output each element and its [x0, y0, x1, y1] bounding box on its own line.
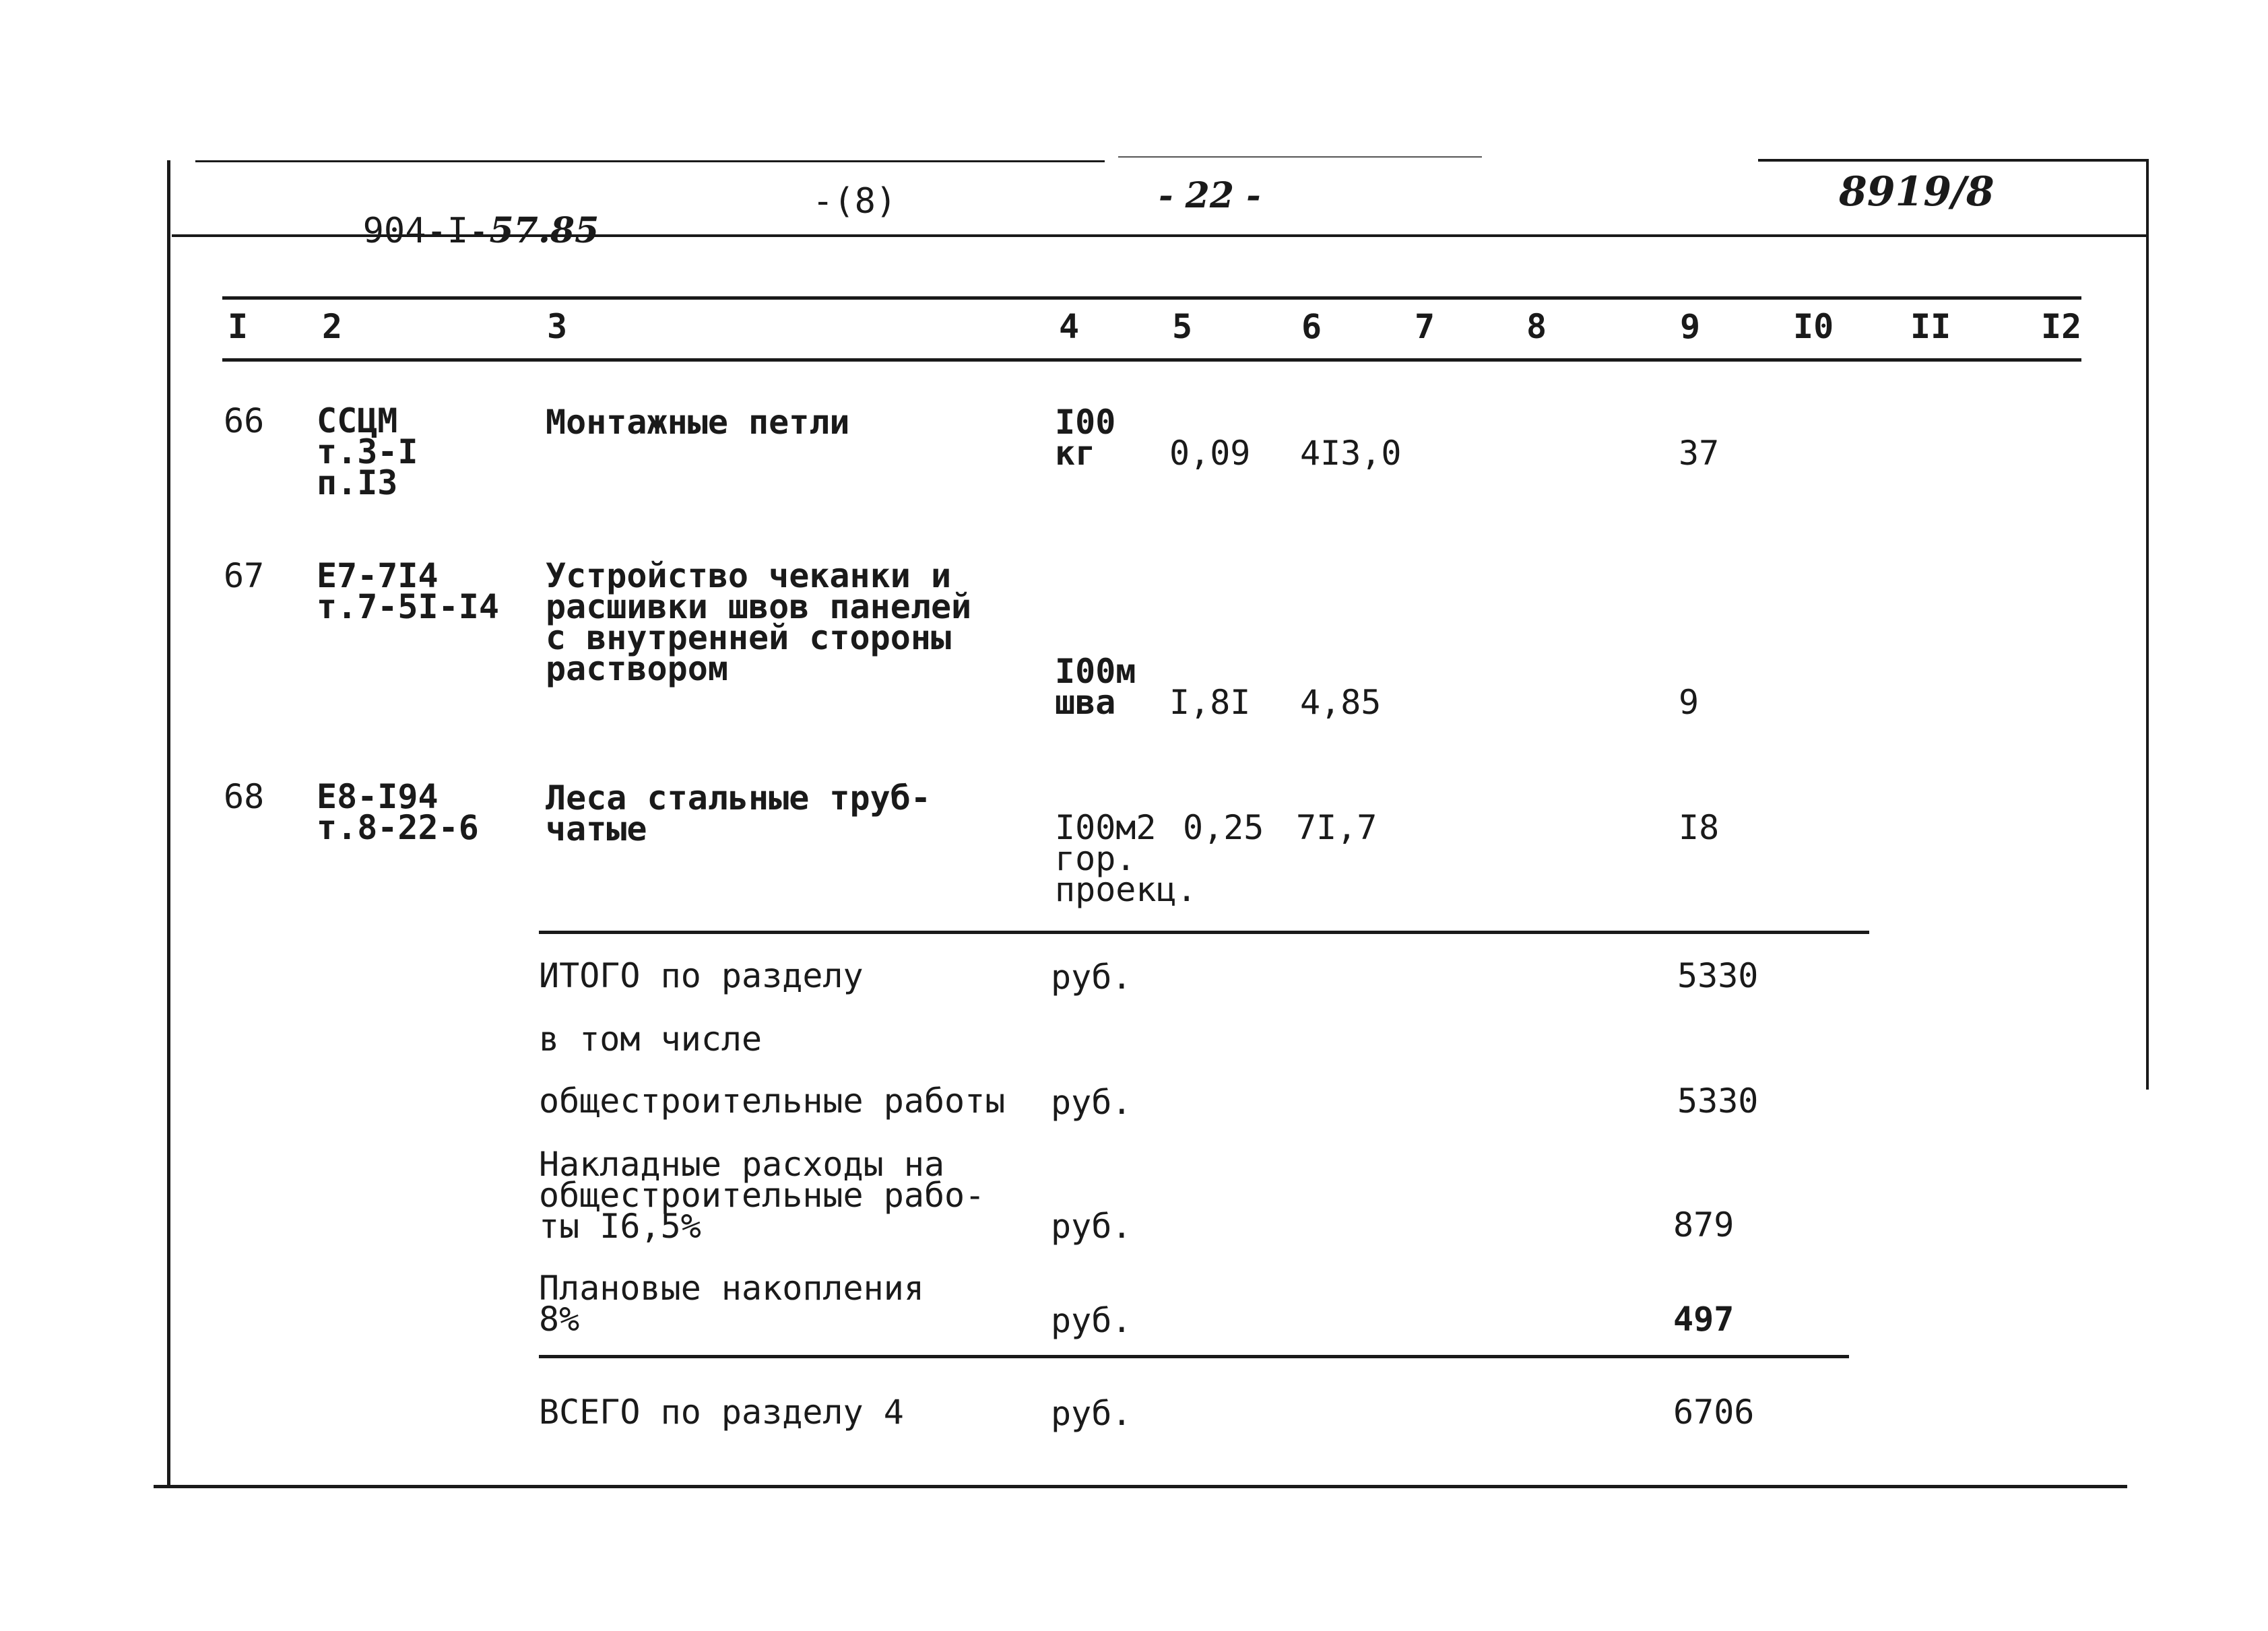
document-code — [321, 185, 600, 251]
row-68-unit-line3: проекц. — [1055, 870, 1197, 909]
row-67-code-line2: т.7-5I-I4 — [317, 587, 499, 626]
archive-number: 8919/8 — [1839, 168, 1995, 215]
general-works-unit: руб. — [1051, 1083, 1132, 1122]
row-66-code-line1: ССЦМ — [317, 401, 398, 440]
row-67-code-line1: Е7-7I4 — [317, 556, 439, 595]
row-68-unit-line2: гор. — [1055, 839, 1136, 878]
document-code-printed: 904-I- — [362, 211, 490, 251]
col-5: 5 — [1172, 307, 1193, 346]
row-68-number: 68 — [224, 777, 265, 816]
row-67-description-line3: с внутренней стороны — [546, 618, 952, 657]
overhead-label-line1: Накладные расходы на — [539, 1145, 945, 1184]
row-67-quantity: I,8I — [1169, 683, 1251, 722]
row-68-code-line2: т.8-22-6 — [317, 808, 479, 847]
general-works-label: общестроительные работы — [539, 1081, 1006, 1121]
row-67-cost: 9 — [1679, 683, 1699, 722]
row-68-unit-line1: I00м2 — [1055, 808, 1157, 847]
row-67-description-line4: раствором — [546, 649, 728, 688]
overhead-label-line3: ты I6,5% — [539, 1207, 701, 1246]
row-68-quantity: 0,25 — [1183, 808, 1264, 847]
grand-total-unit: руб. — [1051, 1394, 1132, 1433]
row-67-unit-line2: шва — [1055, 683, 1116, 722]
row-66-price: 4I3,0 — [1300, 434, 1402, 473]
col-11: II — [1910, 307, 1951, 346]
grand-total-label: ВСЕГО по разделу 4 — [539, 1393, 904, 1432]
row-67-unit-line1: I00м — [1055, 652, 1136, 691]
row-68-code-line1: Е8-I94 — [317, 777, 439, 816]
row-66-code-line3: п.I3 — [317, 463, 398, 502]
col-2: 2 — [322, 307, 343, 346]
row-68-cost: I8 — [1679, 808, 1720, 847]
frame-top-left — [195, 160, 1105, 162]
frame-left — [167, 160, 170, 1487]
col-8: 8 — [1526, 307, 1547, 346]
row-66-description: Монтажные петли — [546, 403, 850, 442]
planned-savings-unit: руб. — [1051, 1301, 1132, 1340]
row-68-description-line1: Леса стальные труб- — [546, 778, 931, 818]
planned-savings-label-line2: 8% — [539, 1300, 580, 1339]
row-68-description-line2: чатые — [546, 809, 647, 848]
grand-total-line — [539, 1355, 1849, 1358]
col-10: I0 — [1793, 307, 1834, 346]
colhead-top-line — [222, 296, 2081, 300]
planned-savings-label-line1: Плановые накопления — [539, 1269, 924, 1308]
totals-top-line — [539, 931, 1869, 934]
row-68-price: 7I,7 — [1296, 808, 1378, 847]
total-section-label: ИТОГО по разделу — [539, 956, 864, 995]
overhead-unit: руб. — [1051, 1207, 1132, 1246]
sheet-number: -(8) — [812, 181, 897, 222]
overhead-value: 879 — [1673, 1205, 1735, 1244]
frame-bottom — [154, 1485, 2127, 1488]
row-67-description-line1: Устройство чеканки и — [546, 556, 952, 595]
row-66-number: 66 — [224, 401, 265, 440]
frame-top-right — [1758, 159, 2149, 162]
col-1: I — [228, 307, 249, 346]
row-67-description-line2: расшивки швов панелей — [546, 587, 972, 626]
overhead-label-line2: общестроительные рабо- — [539, 1176, 985, 1215]
planned-savings-value: 497 — [1673, 1300, 1735, 1339]
row-66-quantity: 0,09 — [1169, 434, 1251, 473]
document-code-handwritten: 57.85 — [489, 210, 600, 251]
row-67-price: 4,85 — [1300, 683, 1382, 722]
col-9: 9 — [1680, 307, 1701, 346]
frame-top-mid — [1118, 156, 1482, 158]
col-7: 7 — [1415, 307, 1435, 346]
general-works-value: 5330 — [1677, 1081, 1759, 1121]
total-section-unit: руб. — [1051, 958, 1132, 997]
row-66-cost: 37 — [1679, 434, 1720, 473]
row-66-code-line2: т.3-I — [317, 432, 418, 471]
colhead-bottom-line — [222, 358, 2081, 362]
including-label: в том числе — [539, 1020, 763, 1059]
row-67-number: 67 — [224, 556, 265, 595]
frame-right — [2146, 160, 2149, 1090]
row-66-unit-line2: кг — [1055, 434, 1096, 473]
row-66-unit-line1: I00 — [1055, 403, 1116, 442]
col-4: 4 — [1059, 307, 1080, 346]
col-12: I2 — [2041, 307, 2082, 346]
page-number: - 22 - — [1159, 175, 1261, 216]
grand-total-value: 6706 — [1673, 1393, 1755, 1432]
total-section-value: 5330 — [1677, 956, 1759, 995]
col-3: 3 — [547, 307, 568, 346]
col-6: 6 — [1301, 307, 1322, 346]
